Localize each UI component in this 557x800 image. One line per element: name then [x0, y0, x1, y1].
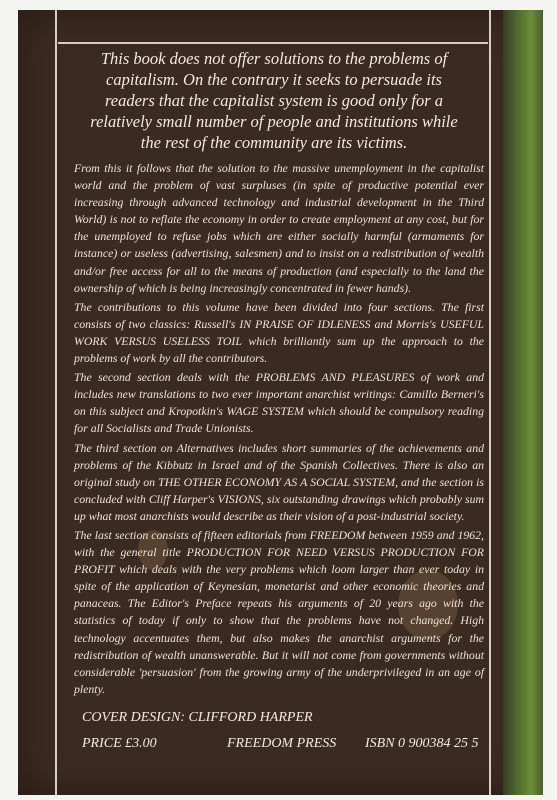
cover-design-credit: COVER DESIGN: CLIFFORD HARPER — [82, 710, 313, 725]
lead-statement: This book does not offer solutions to the problems of capitalism. On the contrary it seeks to persuade its readers that the capitalist system is good only for a relatively small number of people and institutions while the rest of the community are its victims. — [90, 49, 458, 152]
green-spine-strip — [503, 10, 543, 795]
blurb-paragraph: The contributions to this volume have been divided into four sections. The first consists of two classics: Russell's IN PRAISE OF IDLENESS and Morris's USEFUL WORK VERSUS USELESS TOIL which brilliantly sum up the approach to the problems of work by all the contributors. — [74, 299, 484, 366]
blurb-paragraph: The second section deals with the PROBLEMS AND PLEASURES of work and includes new translations to two ever important anarchist writings: Camillo Berneri's on this subject and Kropotkin's WAGE SYSTEM which should be compulsory reading for all Socialists and Trade Unionists. — [74, 370, 484, 436]
publisher-name: FREEDOM PRESS — [227, 736, 337, 751]
blurb-paragraph: From this it follows that the solution to the massive unemployment in the capitalist world and the problem of vast surpluses (in spite of productive potential ever increasing through advanced technology and industrial development in the Third World) is not to reflate the economy in order to create employment at any cost, but for the unemployed to refuse jobs which are either socially harmful (armaments for instance) or useless (advertising, salesmen) and to insist on a redistribution of wealth and/or free access for all to the means of production (and especially to the land the ownership of which is being increasingly concentrated in fewer hands). — [74, 161, 484, 295]
left-border-rule — [55, 10, 57, 795]
isbn-number: ISBN 0 900384 25 5 — [365, 736, 479, 751]
right-border-rule — [489, 10, 491, 795]
top-border-rule — [58, 42, 488, 44]
blurb-paragraph: The third section on Alternatives includes short summaries of the achievements and problems of the Kibbutz in Israel and of the Spanish Collectives. There is also an original study on THE OTHER ECONOMY AS A SOCIAL SYSTEM, and the section is concluded with Cliff Harper's VISIONS, six outstanding drawings which probably sum up what most anarchists would describe as their vision of a post-industrial society. — [74, 440, 484, 523]
price-label: PRICE £3.00 — [82, 736, 157, 751]
blurb-body — [74, 160, 484, 700]
book-back-cover — [18, 10, 543, 795]
blurb-paragraph: The last section consists of fifteen editorials from FREEDOM between 1959 and 1962, with the general title PRODUCTION FOR NEED VERSUS PRODUCTION FOR PROFIT which deals with the very problems which loom larger than ever today in spite of the application of Keynesian, monetarist and other economic theories and panaceas. The Editor's Preface repeats his arguments of 20 years ago with the statistics of today if only to show that the problems have not changed. High technology accentuates them, but also makes the anarchist arguments for the redistribution of wealth unanswerable. But it will not come from governments without considerable 'persuasion' from the growing army of the underprivileged in an age of plenty. — [74, 527, 484, 696]
